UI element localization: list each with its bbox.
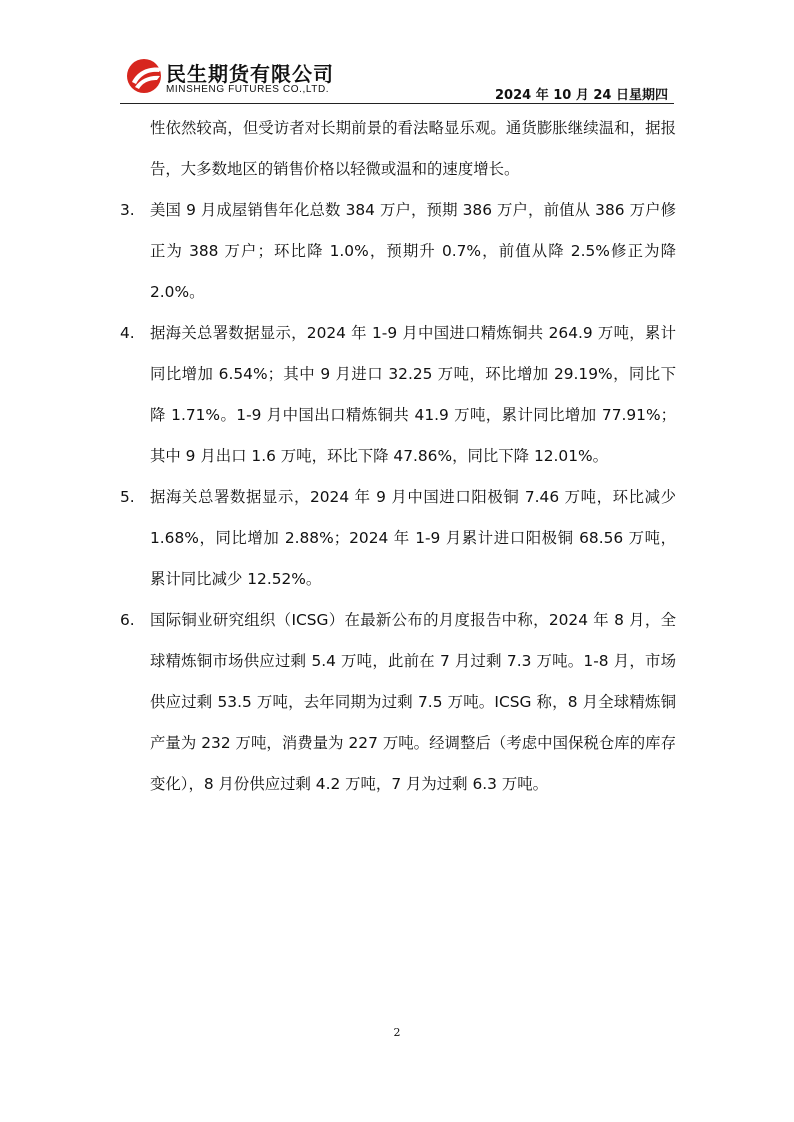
- company-name-en: MINSHENG FUTURES CO.,LTD.: [166, 84, 330, 95]
- paragraph-text: 美国 9 月成屋销售年化总数 384 万户，预期 386 万户，前值从 386 万户修正为 388 万户；环比降 1.0%，预期升 0.7%，前值从降 2.5%修正为降 2.0%。: [150, 201, 676, 301]
- company-name-cn: 民生期货有限公司: [166, 62, 334, 86]
- report-body: [120, 108, 676, 805]
- paragraph-text: 据海关总署数据显示，2024 年 1-9 月中国进口精炼铜共 264.9 万吨，累计同比增加 6.54%；其中 9 月进口 32.25 万吨，环比增加 29.19%，同比下降 1.71%。1-9 月中国出口精炼铜共 41.9 万吨，累计同比增加 77.91%；其中 9 月出口 1.6 万吨，环比下降 47.86%，同比下降 12.01%。: [150, 324, 676, 465]
- list-item-4: [120, 313, 676, 477]
- list-number: 3.: [120, 201, 135, 219]
- list-number: 6.: [120, 611, 135, 629]
- company-logo: [126, 56, 366, 100]
- paragraph-text: 据海关总署数据显示，2024 年 9 月中国进口阳极铜 7.46 万吨，环比减少 1.68%，同比增加 2.88%；2024 年 1-9 月累计进口阳极铜 68.56 万吨，累计同比减少 12.52%。: [150, 488, 676, 588]
- header-divider: [120, 103, 674, 104]
- list-item-6: [120, 600, 676, 805]
- paragraph-continuation: [120, 108, 676, 190]
- list-number: 4.: [120, 324, 135, 342]
- list-number: 5.: [120, 488, 135, 506]
- paragraph-text: 国际铜业研究组织（ICSG）在最新公布的月度报告中称，2024 年 8 月，全球精炼铜市场供应过剩 5.4 万吨，此前在 7 月过剩 7.3 万吨。1-8 月，市场供应过剩 53.5 万吨，去年同期为过剩 7.5 万吨。ICSG 称，8 月全球精炼铜产量为 232 万吨，消费量为 227 万吨。经调整后（考虑中国保税仓库的库存变化），8 月份供应过剩 4.2 万吨，7 月为过剩 6.3 万吨。: [150, 611, 676, 793]
- page-header: [0, 0, 794, 104]
- report-date: 2024 年 10 月 24 日星期四: [495, 88, 668, 103]
- paragraph-text: 性依然较高，但受访者对长期前景的看法略显乐观。通货膨胀继续温和，据报告，大多数地区的销售价格以轻微或温和的速度增长。: [150, 119, 676, 178]
- page-number: 2: [393, 1026, 401, 1039]
- minsheng-logo-icon: [126, 56, 166, 96]
- list-item-3: [120, 190, 676, 313]
- list-item-5: [120, 477, 676, 600]
